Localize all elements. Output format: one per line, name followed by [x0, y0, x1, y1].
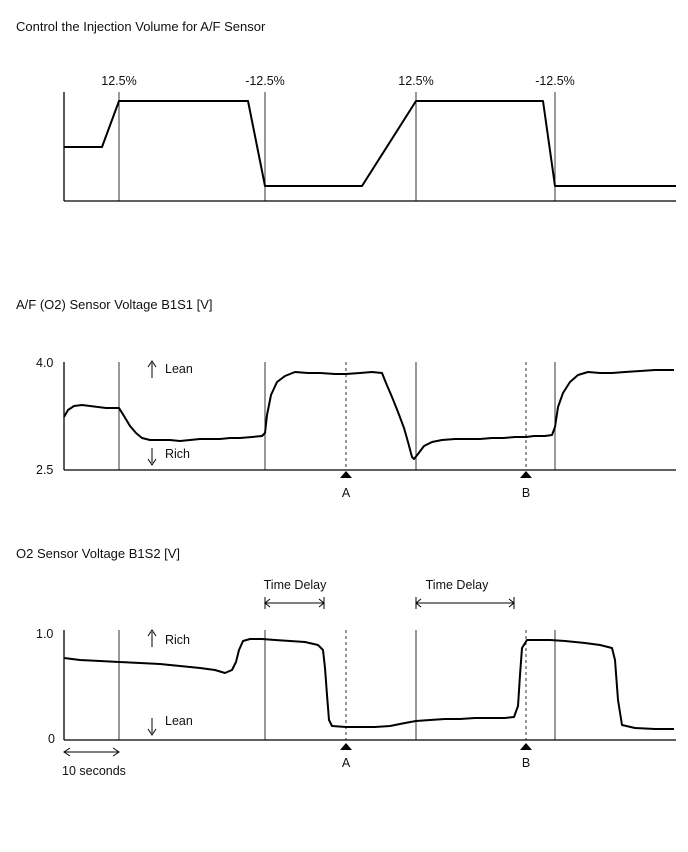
chart3-ytick-label: 1.0 [36, 627, 54, 641]
chart1-injection-line [64, 101, 676, 186]
chart3-title: O2 Sensor Voltage B1S2 [V] [16, 546, 181, 561]
chart1-marker-label: -12.5% [245, 74, 285, 88]
chart3-delay-label: Time Delay [425, 578, 489, 592]
chart2-event-label-a: A [341, 486, 351, 500]
chart3-down-annotation: Lean [165, 714, 193, 728]
triangle-marker-icon [520, 743, 532, 750]
chart3-ytick-label: 0 [48, 732, 55, 746]
chart1-title: Control the Injection Volume for A/F Sensor [16, 19, 266, 34]
chart2-event-label-b: B [521, 486, 531, 500]
chart1-marker-label: 12.5% [101, 74, 137, 88]
triangle-marker-icon [520, 471, 532, 478]
chart3-delay-label: Time Delay [263, 578, 327, 592]
chart1-marker-label: 12.5% [398, 74, 434, 88]
chart3-delay-bracket [265, 597, 324, 609]
chart1-marker-label: -12.5% [535, 74, 575, 88]
chart3-event-label-b: B [521, 756, 531, 770]
double-arrow-icon [64, 748, 119, 756]
chart3-up-annotation: Rich [165, 633, 191, 647]
up-arrow-icon [148, 361, 156, 378]
up-arrow-icon [148, 630, 156, 647]
chart3-o2-voltage-line [64, 639, 674, 729]
down-arrow-icon [148, 448, 156, 465]
chart2-af-voltage-line [64, 370, 674, 459]
chart3-scale-label: 10 seconds [62, 764, 126, 778]
chart2-ytick-label: 2.5 [36, 463, 54, 477]
chart2-up-annotation: Lean [165, 362, 193, 376]
triangle-marker-icon [340, 471, 352, 478]
chart2-down-annotation: Rich [165, 447, 191, 461]
chart3-delay-bracket [416, 597, 514, 609]
down-arrow-icon [148, 718, 156, 735]
chart2-ytick-label: 4.0 [36, 356, 54, 370]
chart3-event-label-a: A [341, 756, 351, 770]
triangle-marker-icon [340, 743, 352, 750]
chart2-title: A/F (O2) Sensor Voltage B1S1 [V] [16, 297, 213, 312]
